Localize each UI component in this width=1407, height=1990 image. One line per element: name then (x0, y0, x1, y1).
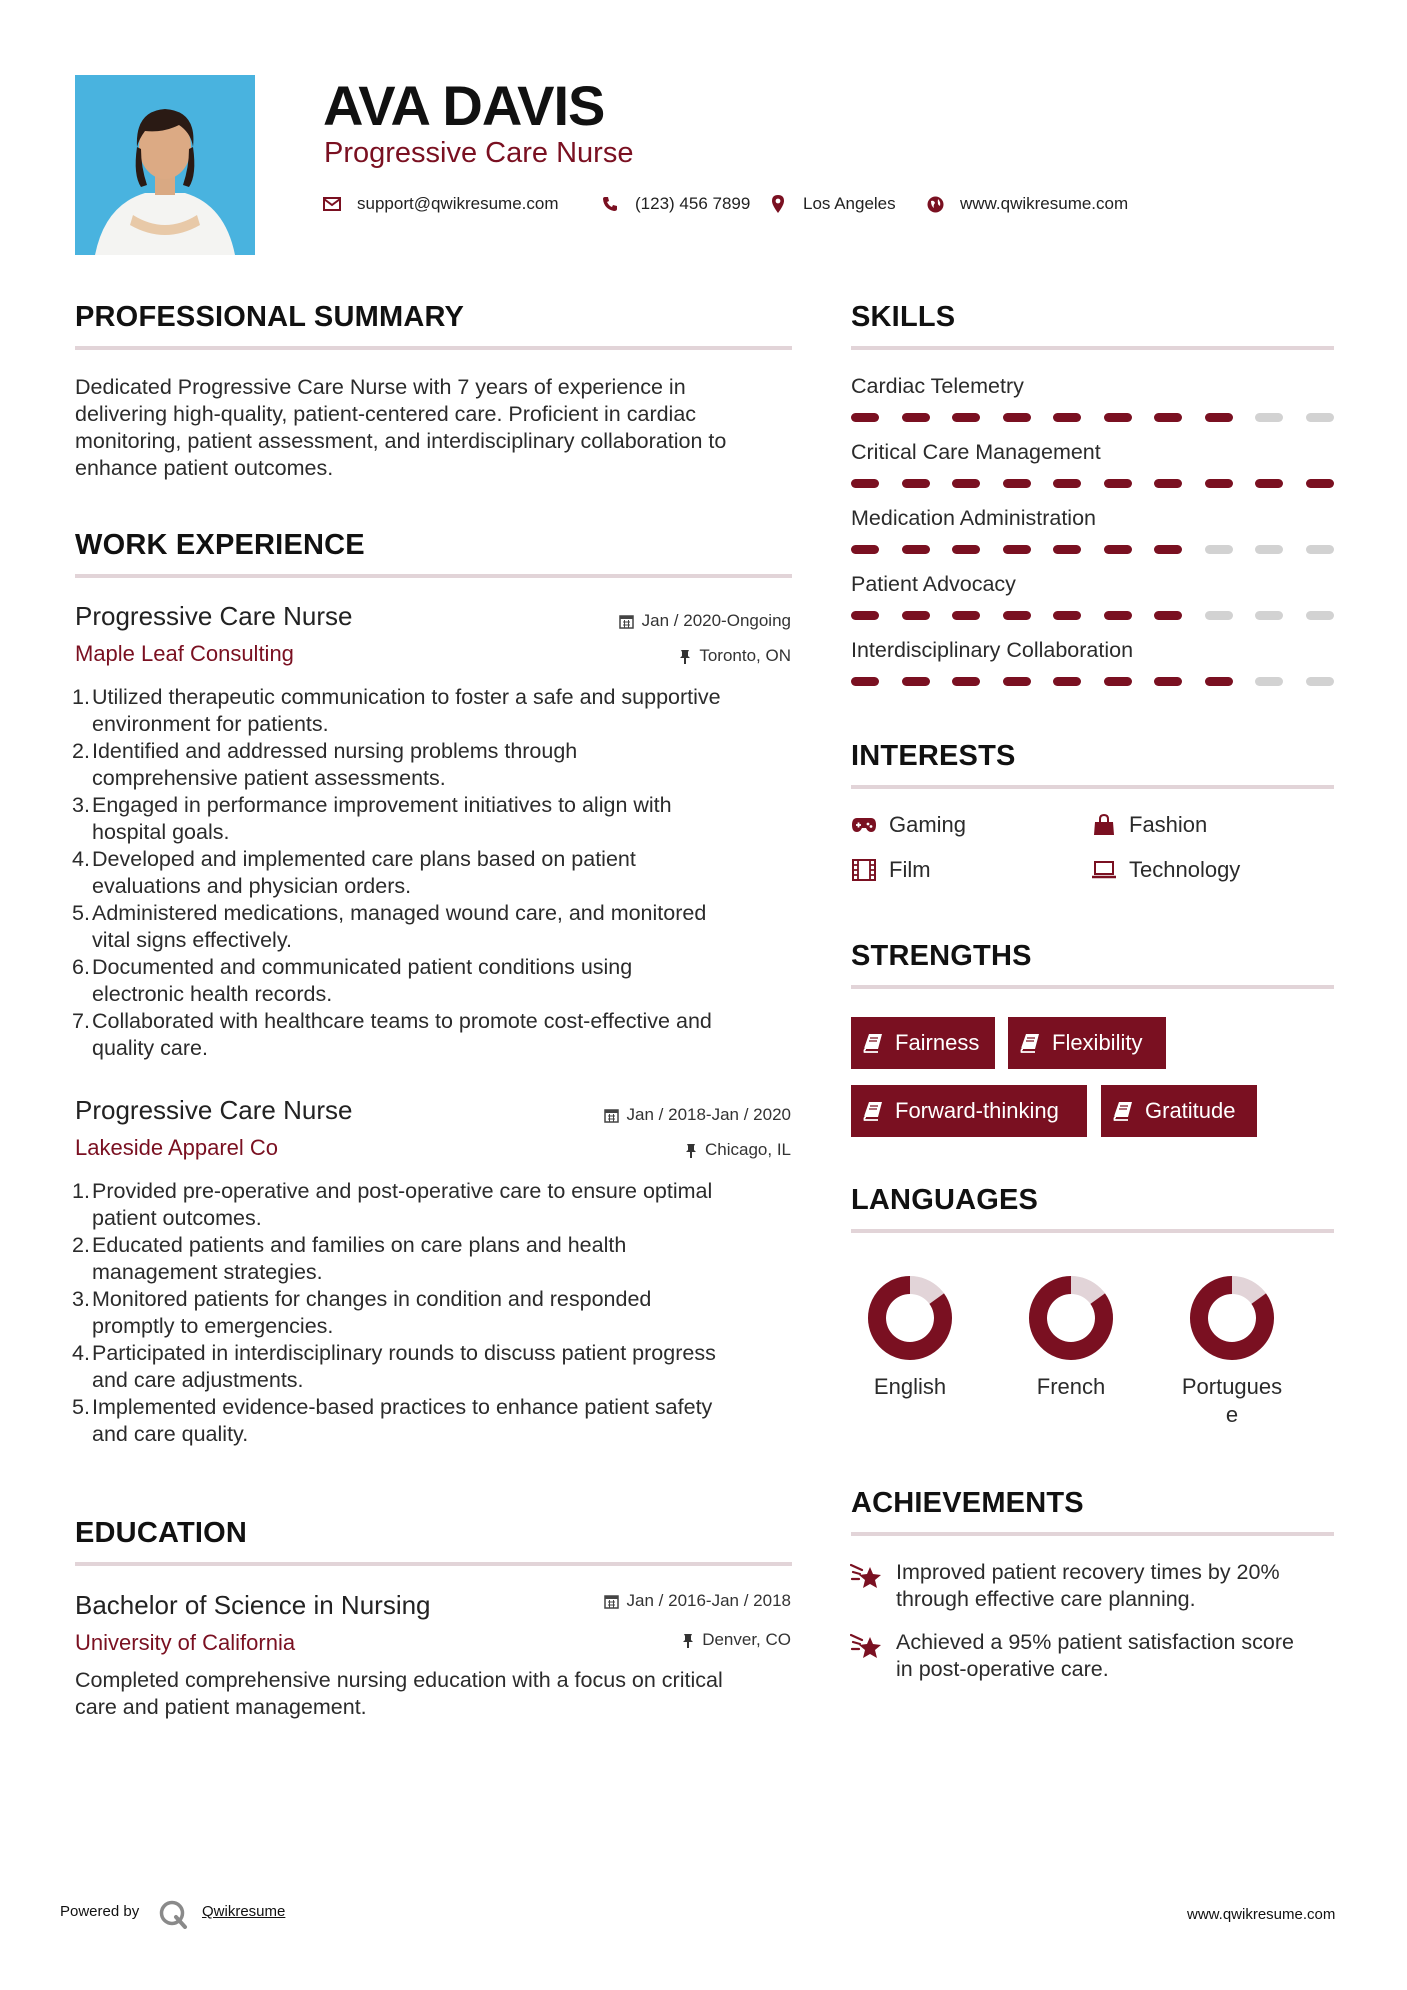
job-bullet (72, 1232, 797, 1286)
skill-dot (1205, 677, 1233, 686)
skill-dot (1255, 611, 1283, 620)
skill-name: Patient Advocacy (851, 572, 1016, 596)
job-bullet (72, 1178, 797, 1232)
skill-rating (851, 611, 1341, 620)
skill-dot (1053, 677, 1081, 686)
map-marker-icon (769, 195, 787, 213)
bullet-line: electronic health records. (92, 982, 333, 1006)
bullet-number: 5. (72, 901, 90, 925)
education-location (682, 1629, 791, 1651)
calendar-icon (619, 614, 634, 629)
contact-website[interactable] (926, 193, 1128, 215)
interest-label: Film (889, 857, 931, 882)
job-bullet (72, 738, 797, 792)
summary-line: enhance patient outcomes. (75, 456, 334, 480)
education-dates (604, 1590, 791, 1612)
skill-dot (952, 611, 980, 620)
education-location-text: Denver, CO (702, 1630, 791, 1649)
skill-dot (1306, 677, 1334, 686)
bullet-line: environment for patients. (92, 712, 329, 736)
calendar-icon (604, 1108, 619, 1123)
skill-dot (1205, 611, 1233, 620)
book-icon (863, 1033, 883, 1053)
summary-text (75, 374, 795, 482)
interests-heading: INTERESTS (851, 740, 1016, 772)
bullet-line: comprehensive patient assessments. (92, 766, 446, 790)
education-rule (75, 1562, 792, 1566)
skill-rating (851, 479, 1341, 488)
globe-icon (926, 195, 944, 213)
language-name (1172, 1373, 1292, 1429)
laptop-icon (1091, 857, 1117, 883)
bullet-number: 4. (72, 847, 90, 871)
contact-email[interactable] (323, 193, 559, 215)
skill-dot (1154, 413, 1182, 422)
job-bullet (72, 954, 797, 1008)
candidate-name: AVA DAVIS (323, 74, 605, 137)
website-text: www.qwikresume.com (960, 194, 1129, 213)
bullet-line: and care adjustments. (92, 1368, 304, 1392)
skill-dot (1205, 413, 1233, 422)
achievement-line: in post-operative care. (896, 1657, 1109, 1681)
skill-dot (1255, 413, 1283, 422)
skill-dot (952, 677, 980, 686)
skill-dot (1306, 479, 1334, 488)
bullet-line: Monitored patients for changes in condition and responded (92, 1287, 652, 1311)
job-title: Progressive Care Nurse (75, 1095, 353, 1125)
bullet-line: Implemented evidence-based practices to enhance patient safety (92, 1395, 713, 1419)
achievement-line: through effective care planning. (896, 1587, 1196, 1611)
skill-dot (952, 479, 980, 488)
skill-dot (1154, 545, 1182, 554)
bullet-line: management strategies. (92, 1260, 323, 1284)
skill-dot (902, 413, 930, 422)
interest-label: Technology (1129, 857, 1241, 882)
bullet-line: Identified and addressed nursing problems through (92, 739, 578, 763)
phone-text: (123) 456 7899 (635, 194, 751, 213)
skills-rule (851, 346, 1334, 350)
achievement-text (896, 1629, 1336, 1683)
language-name-line: e (1225, 1402, 1239, 1427)
language-donut (1021, 1268, 1121, 1368)
skill-dot (902, 545, 930, 554)
bullet-line: Participated in interdisciplinary rounds to discuss patient progress (92, 1341, 716, 1365)
job-location-text: Toronto, ON (699, 646, 791, 665)
bullet-line: Documented and communicated patient conditions using (92, 955, 633, 979)
bullet-line: hospital goals. (92, 820, 230, 844)
skill-dot (902, 677, 930, 686)
job-title: Progressive Care Nurse (75, 601, 353, 631)
qwikresume-logo-icon (158, 1899, 188, 1934)
job-dates-text: Jan / 2018-Jan / 2020 (626, 1105, 791, 1124)
skill-dot (1104, 413, 1132, 422)
bullet-number: 3. (72, 793, 90, 817)
strengths-rule (851, 985, 1334, 989)
profile-photo (75, 75, 255, 255)
interest-item (851, 857, 931, 883)
achievement-text (896, 1559, 1336, 1613)
skill-dot (1306, 611, 1334, 620)
envelope-icon (323, 195, 341, 213)
job-bullet (72, 846, 797, 900)
skill-dot (851, 677, 879, 686)
calendar-icon (604, 1594, 619, 1609)
skill-dot (1104, 479, 1132, 488)
degree-title: Bachelor of Science in Nursing (75, 1590, 431, 1620)
film-icon (851, 857, 877, 883)
job-bullets (72, 684, 797, 1062)
job-bullet (72, 1008, 797, 1062)
interest-label: Fashion (1129, 812, 1208, 837)
bullet-line: Provided pre-operative and post-operative care to ensure optimal (92, 1179, 713, 1203)
education-description (75, 1667, 795, 1721)
contact-phone[interactable] (601, 193, 750, 215)
skill-dot (1053, 545, 1081, 554)
skill-dot (1104, 545, 1132, 554)
skill-dot (952, 545, 980, 554)
strength-label: Gratitude (1145, 1098, 1236, 1123)
skill-dot (1154, 677, 1182, 686)
skill-dot (1104, 611, 1132, 620)
skill-dot (1104, 677, 1132, 686)
language-name: French (1036, 1374, 1106, 1399)
job-dates (604, 1104, 791, 1126)
skill-rating (851, 677, 1341, 686)
job-company: Maple Leaf Consulting (75, 641, 294, 666)
achievement-item (850, 1561, 884, 1596)
strength-tag (851, 1085, 1087, 1137)
language-name-line: Portugues (1181, 1374, 1283, 1399)
strength-tag (851, 1017, 995, 1069)
language-name: English (873, 1374, 947, 1399)
language-item (860, 1268, 960, 1373)
bullet-number: 4. (72, 1341, 90, 1365)
skill-dot (902, 611, 930, 620)
book-icon (863, 1101, 883, 1121)
job-dates (619, 610, 791, 632)
skill-rating (851, 413, 1341, 422)
contact-location (769, 193, 896, 215)
skill-dot (1255, 545, 1283, 554)
job-bullet (72, 1394, 797, 1448)
bullet-line: evaluations and physician orders. (92, 874, 412, 898)
language-item (1182, 1268, 1282, 1373)
shooting-star-icon (850, 1631, 884, 1661)
interest-item (1091, 857, 1240, 883)
education-dates-text: Jan / 2016-Jan / 2018 (626, 1591, 791, 1610)
skill-dot (851, 413, 879, 422)
achievements-rule (851, 1532, 1334, 1536)
skill-dot (1003, 479, 1031, 488)
language-donut (860, 1268, 960, 1368)
skill-dot (1306, 413, 1334, 422)
bullet-number: 1. (72, 685, 90, 709)
skill-dot (1053, 413, 1081, 422)
education-heading: EDUCATION (75, 1517, 248, 1549)
interests-rule (851, 785, 1334, 789)
bullet-line: Utilized therapeutic communication to foster a safe and supportive (92, 685, 721, 709)
bullet-line: Collaborated with healthcare teams to promote cost-effective and (92, 1009, 712, 1033)
skill-dot (851, 545, 879, 554)
skill-item (851, 637, 1341, 703)
bullet-number: 2. (72, 739, 90, 763)
candidate-title: Progressive Care Nurse (324, 137, 634, 169)
book-icon (1020, 1033, 1040, 1053)
skill-name: Critical Care Management (851, 440, 1101, 464)
skill-dot (851, 479, 879, 488)
pin-icon (679, 649, 691, 664)
summary-heading: PROFESSIONAL SUMMARY (75, 301, 465, 333)
skill-dot (1053, 479, 1081, 488)
skill-dot (1306, 545, 1334, 554)
job-location-text: Chicago, IL (705, 1140, 791, 1159)
achievement-item (850, 1631, 884, 1666)
bullet-line: Engaged in performance improvement initiatives to align with (92, 793, 672, 817)
job-location (679, 645, 791, 667)
skill-dot (1003, 545, 1031, 554)
skill-name: Medication Administration (851, 506, 1096, 530)
work-heading: WORK EXPERIENCE (75, 529, 365, 561)
strength-tag (1008, 1017, 1166, 1069)
location-text: Los Angeles (803, 194, 896, 213)
bullet-line: quality care. (92, 1036, 208, 1060)
summary-rule (75, 346, 792, 350)
bullet-number: 5. (72, 1395, 90, 1419)
bullet-line: Administered medications, managed wound care, and monitored (92, 901, 707, 925)
skill-name: Interdisciplinary Collaboration (851, 638, 1134, 662)
qwikresume-link[interactable]: Qwikresume (202, 1903, 286, 1920)
skill-dot (1255, 479, 1283, 488)
bullet-line: Developed and implemented care plans based on patient (92, 847, 636, 871)
bullet-line: and care quality. (92, 1422, 249, 1446)
interest-item (851, 812, 966, 838)
skill-dot (1154, 611, 1182, 620)
strength-label: Fairness (895, 1030, 980, 1055)
shooting-star-icon (850, 1561, 884, 1591)
skill-dot (851, 611, 879, 620)
bullet-line: promptly to emergencies. (92, 1314, 334, 1338)
job-bullet (72, 1340, 797, 1394)
achievement-line: Improved patient recovery times by 20% (896, 1560, 1280, 1584)
skill-dot (1003, 611, 1031, 620)
gamepad-icon (851, 812, 877, 838)
language-item (1021, 1268, 1121, 1373)
languages-heading: LANGUAGES (851, 1184, 1039, 1216)
email-text: support@qwikresume.com (357, 194, 559, 213)
languages-rule (851, 1229, 1334, 1233)
strength-tag (1101, 1085, 1257, 1137)
job-dates-text: Jan / 2020-Ongoing (641, 611, 791, 630)
summary-line: Dedicated Progressive Care Nurse with 7 years of experience in (75, 375, 686, 399)
job-bullet (72, 684, 797, 738)
bullet-line: Educated patients and families on care plans and health (92, 1233, 627, 1257)
skill-dot (1053, 611, 1081, 620)
work-rule (75, 574, 792, 578)
skill-item (851, 373, 1341, 439)
pin-icon (685, 1143, 697, 1158)
job-bullet (72, 792, 797, 846)
shopping-bag-icon (1091, 812, 1117, 838)
job-location (685, 1139, 791, 1161)
skill-dot (1003, 413, 1031, 422)
skill-dot (1205, 545, 1233, 554)
strength-label: Flexibility (1052, 1030, 1143, 1055)
bullet-line: vital signs effectively. (92, 928, 292, 952)
education-line: Completed comprehensive nursing education with a focus on critical (75, 1668, 723, 1692)
skill-name: Cardiac Telemetry (851, 374, 1024, 398)
skills-list (851, 373, 1341, 703)
strengths-heading: STRENGTHS (851, 940, 1032, 972)
bullet-number: 1. (72, 1179, 90, 1203)
interest-item (1091, 812, 1207, 838)
skill-item (851, 571, 1341, 637)
job-company: Lakeside Apparel Co (75, 1135, 279, 1160)
interest-label: Gaming (889, 812, 967, 837)
school-name: University of California (75, 1630, 296, 1655)
powered-by-label: Powered by (60, 1903, 140, 1920)
bullet-number: 2. (72, 1233, 90, 1257)
footer-url[interactable]: www.qwikresume.com (1187, 1906, 1336, 1923)
skill-dot (952, 413, 980, 422)
job-bullet (72, 1286, 797, 1340)
phone-icon (601, 195, 619, 213)
summary-line: delivering high-quality, patient-centered care. Proficient in cardiac (75, 402, 697, 426)
job-bullets (72, 1178, 797, 1448)
skills-heading: SKILLS (851, 301, 956, 333)
skill-dot (1205, 479, 1233, 488)
skill-dot (1003, 677, 1031, 686)
education-line: care and patient management. (75, 1695, 367, 1719)
bullet-line: patient outcomes. (92, 1206, 262, 1230)
skill-dot (902, 479, 930, 488)
achievements-heading: ACHIEVEMENTS (851, 1487, 1084, 1519)
bullet-number: 6. (72, 955, 90, 979)
skill-dot (1154, 479, 1182, 488)
book-icon (1113, 1101, 1133, 1121)
language-donut (1182, 1268, 1282, 1368)
skill-dot (1255, 677, 1283, 686)
bullet-number: 7. (72, 1009, 90, 1033)
pin-icon (682, 1633, 694, 1648)
strength-label: Forward-thinking (895, 1098, 1059, 1123)
skill-rating (851, 545, 1341, 554)
summary-line: monitoring, patient assessment, and interdisciplinary collaboration to (75, 429, 727, 453)
bullet-number: 3. (72, 1287, 90, 1311)
skill-item (851, 505, 1341, 571)
job-bullet (72, 900, 797, 954)
skill-item (851, 439, 1341, 505)
achievement-line: Achieved a 95% patient satisfaction score (896, 1630, 1294, 1654)
